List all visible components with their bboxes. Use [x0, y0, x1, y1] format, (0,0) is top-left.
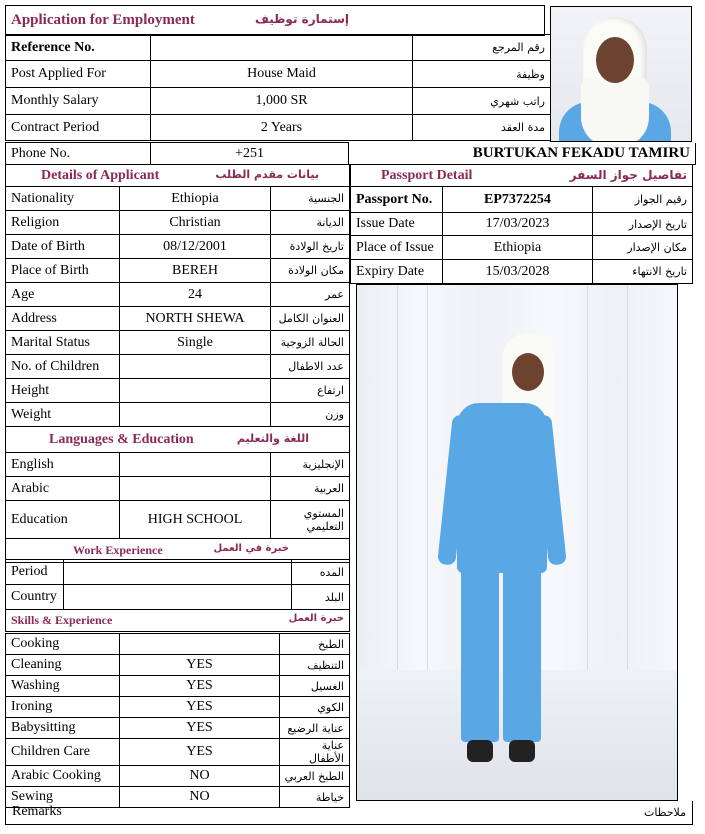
table-row: [6, 187, 350, 211]
skills-value: YES: [120, 676, 280, 697]
passport-value: EP7372254: [443, 187, 593, 213]
details-label-ar: تاريخ الولادة: [271, 235, 350, 259]
skills-title-en: Skills & Experience: [11, 612, 113, 627]
contract-label: Contract Period: [6, 115, 151, 141]
skills-label: Children Care: [6, 739, 120, 766]
languages-title-en: Languages & Education: [49, 431, 194, 447]
ref-value: [151, 35, 413, 61]
table-row: [6, 403, 350, 427]
table-row: [351, 236, 693, 260]
table-row: [6, 560, 350, 585]
skills-label-ar: خياطة: [280, 787, 350, 808]
details-value: 08/12/2001: [120, 235, 271, 259]
details-label: Date of Birth: [6, 235, 120, 259]
details-label-ar: عمر: [271, 283, 350, 307]
languages-label-ar: الإنجليزية: [271, 453, 350, 477]
details-label-ar: وزن: [271, 403, 350, 427]
table-row: [6, 697, 350, 718]
languages-value: [120, 453, 271, 477]
passport-value: 15/03/2028: [443, 260, 593, 284]
passport-label: Issue Date: [351, 213, 443, 236]
title-ar: إستمارة توظيف: [254, 12, 349, 26]
table-row: [6, 739, 350, 766]
details-value: [120, 379, 271, 403]
details-label: Age: [6, 283, 120, 307]
table-row: [6, 655, 350, 676]
details-label-ar: عدد الاطفال: [271, 355, 350, 379]
details-title-en: Details of Applicant: [41, 167, 160, 183]
table-row: [6, 88, 551, 115]
work-label-ar: البلد: [292, 585, 350, 610]
title-en: Application for Employment: [11, 12, 195, 28]
details-value: Ethiopia: [120, 187, 271, 211]
details-label-ar: الديانة: [271, 211, 350, 235]
passport-label-ar: تاريخ الإصدار: [593, 213, 693, 236]
skills-label-ar: عناية الرضيع: [280, 718, 350, 739]
skills-label-ar: الطبخ العربي: [280, 766, 350, 787]
details-label: Marital Status: [6, 331, 120, 355]
skills-label-ar: الطبخ: [280, 634, 350, 655]
table-row: [6, 766, 350, 787]
table-row: [6, 379, 350, 403]
details-title-ar: بيانات مقدم الطلب: [215, 167, 319, 181]
table-row: [6, 355, 350, 379]
languages-label: English: [6, 453, 120, 477]
details-value: Single: [120, 331, 271, 355]
table-row: [6, 143, 696, 165]
table-row: [6, 501, 350, 539]
phone-label: Phone No.: [6, 143, 151, 165]
details-value: [120, 355, 271, 379]
table-row: [6, 211, 350, 235]
work-value: [64, 560, 292, 585]
skills-value: [120, 634, 280, 655]
details-label: Weight: [6, 403, 120, 427]
ref-label: Reference No.: [6, 35, 151, 61]
skills-label: Sewing: [6, 787, 120, 808]
details-value: BEREH: [120, 259, 271, 283]
details-value: Christian: [120, 211, 271, 235]
salary-label: Monthly Salary: [6, 88, 151, 115]
work-value: [64, 585, 292, 610]
passport-value: 17/03/2023: [443, 213, 593, 236]
table-row: [6, 585, 350, 610]
work-label-ar: المده: [292, 560, 350, 585]
work-table: [5, 559, 350, 632]
details-value: 24: [120, 283, 271, 307]
languages-label: Education: [6, 501, 120, 539]
skills-value: YES: [120, 697, 280, 718]
table-row: [6, 115, 551, 141]
languages-header: [6, 427, 350, 453]
languages-value: HIGH SCHOOL: [120, 501, 271, 539]
details-table: [5, 164, 350, 563]
details-label-ar: الحالة الزوجية: [271, 331, 350, 355]
phone-table: [5, 142, 696, 165]
ref-label-ar: رقم المرجع: [413, 35, 551, 61]
skills-label: Ironing: [6, 697, 120, 718]
table-row: [6, 61, 551, 88]
remarks-row: [5, 801, 693, 825]
table-row: [351, 187, 693, 213]
skills-value: YES: [120, 718, 280, 739]
remarks-label-ar: ملاحظات: [644, 806, 686, 819]
table-row: [351, 213, 693, 236]
skills-label-ar: الغسيل: [280, 676, 350, 697]
passport-value: Ethiopia: [443, 236, 593, 260]
passport-table: [350, 164, 693, 284]
table-row: [6, 331, 350, 355]
details-label: Place of Birth: [6, 259, 120, 283]
passport-title-ar: تفاصيل جواز السفر: [569, 167, 687, 182]
skills-label: Arabic Cooking: [6, 766, 120, 787]
post-label: Post Applied For: [6, 61, 151, 88]
skills-value: NO: [120, 766, 280, 787]
salary-label-ar: راتب شهري: [413, 88, 551, 115]
passport-header: [351, 165, 693, 187]
remarks-label: Remarks: [12, 804, 62, 819]
skills-value: NO: [120, 787, 280, 808]
contract-value: 2 Years: [151, 115, 413, 141]
table-row: [6, 35, 551, 61]
details-label: Nationality: [6, 187, 120, 211]
phone-value: +251: [151, 143, 349, 165]
table-row: [6, 676, 350, 697]
work-title-ar: خبرة في العمل: [213, 542, 289, 554]
skills-label: Cleaning: [6, 655, 120, 676]
passport-label: Expiry Date: [351, 260, 443, 284]
contract-label-ar: مدة العقد: [413, 115, 551, 141]
details-value: NORTH SHEWA: [120, 307, 271, 331]
skills-value: YES: [120, 655, 280, 676]
languages-label-ar: المستوي التعليمي: [271, 501, 350, 539]
header-table: [5, 5, 545, 36]
details-label-ar: مكان الولادة: [271, 259, 350, 283]
details-label-ar: ارتفاع: [271, 379, 350, 403]
header-cell: [6, 6, 545, 36]
languages-value: [120, 477, 271, 501]
details-value: [120, 403, 271, 427]
details-label: No. of Children: [6, 355, 120, 379]
passport-label-ar: رقيم الجواز: [593, 187, 693, 213]
table-row: [6, 307, 350, 331]
table-row: [6, 283, 350, 307]
languages-title-ar: اللغة والتعليم: [236, 431, 309, 445]
headshot-photo: [550, 6, 692, 142]
table-row: [6, 453, 350, 477]
languages-label-ar: العربية: [271, 477, 350, 501]
table-row: [6, 634, 350, 655]
post-label-ar: وظيفة: [413, 61, 551, 88]
skills-title-ar: خبرة العمل: [288, 612, 344, 624]
details-label-ar: العنوان الكامل: [271, 307, 350, 331]
details-label: Religion: [6, 211, 120, 235]
skills-value: YES: [120, 739, 280, 766]
details-label: Address: [6, 307, 120, 331]
passport-label-ar: تاريخ الانتهاء: [593, 260, 693, 284]
table-row: [6, 259, 350, 283]
table-row: [6, 718, 350, 739]
applicant-name: BURTUKAN FEKADU TAMIRU: [349, 143, 696, 165]
passport-label: Place of Issue: [351, 236, 443, 260]
passport-label-ar: مكان الإصدار: [593, 236, 693, 260]
skills-header: [6, 610, 350, 632]
table-row: [6, 477, 350, 501]
skills-table: [5, 633, 350, 808]
work-label: Period: [6, 560, 64, 585]
job-table: [5, 34, 551, 141]
details-label: Height: [6, 379, 120, 403]
passport-label: Passport No.: [351, 187, 443, 213]
passport-title-en: Passport Detail: [381, 167, 473, 183]
table-row: [351, 260, 693, 284]
details-label-ar: الجنسية: [271, 187, 350, 211]
skills-label-ar: الكوي: [280, 697, 350, 718]
skills-label-ar: التنظيف: [280, 655, 350, 676]
skills-label: Washing: [6, 676, 120, 697]
work-label: Country: [6, 585, 64, 610]
work-title-en: Work Experience: [73, 542, 163, 557]
full-body-photo: [356, 284, 678, 801]
skills-label: Babysitting: [6, 718, 120, 739]
salary-value: 1,000 SR: [151, 88, 413, 115]
details-header: [6, 165, 350, 187]
skills-label-ar: عناية الأطفال: [280, 739, 350, 766]
skills-label: Cooking: [6, 634, 120, 655]
table-row: [6, 235, 350, 259]
post-value: House Maid: [151, 61, 413, 88]
languages-label: Arabic: [6, 477, 120, 501]
